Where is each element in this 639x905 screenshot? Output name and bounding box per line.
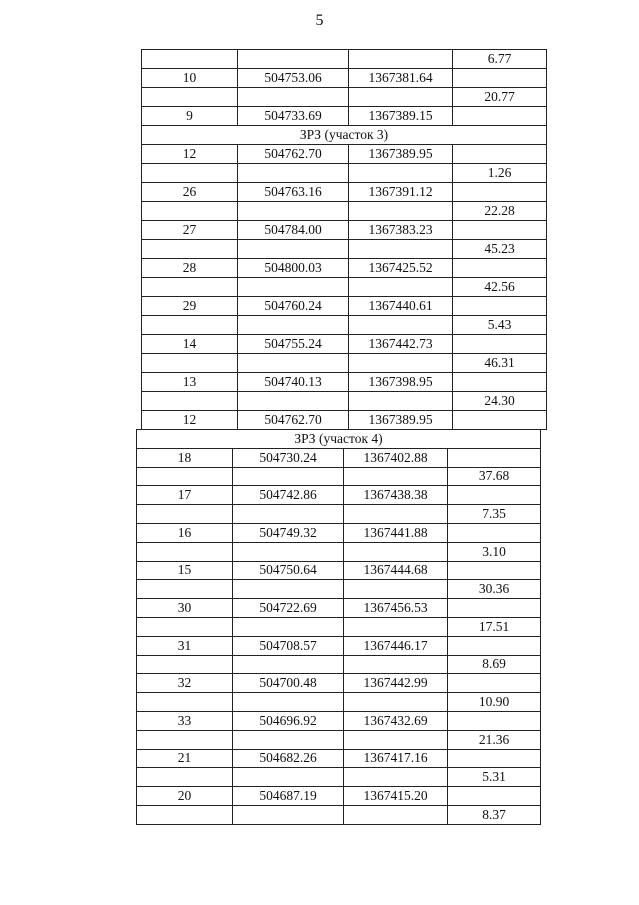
y-coordinate-cell [344, 693, 448, 712]
segment-length-cell [448, 561, 541, 580]
point-number-cell [137, 467, 233, 486]
y-coordinate-cell [344, 580, 448, 599]
segment-row [137, 730, 541, 749]
y-coordinate-cell: 1367444.68 [344, 561, 448, 580]
y-coordinate-cell: 1367417.16 [344, 749, 448, 768]
x-coordinate-cell [238, 316, 349, 335]
point-number-cell [142, 392, 238, 411]
y-coordinate-cell: 1367446.17 [344, 636, 448, 655]
section-title: ЗРЗ (участок 3) [142, 126, 547, 145]
point-number-cell [142, 164, 238, 183]
segment-length-cell [448, 749, 541, 768]
point-number-cell: 16 [137, 523, 233, 542]
segment-row [137, 580, 541, 599]
segment-row [142, 202, 547, 221]
segment-row [137, 467, 541, 486]
point-number-cell: 33 [137, 711, 233, 730]
segment-length-cell [453, 373, 547, 392]
x-coordinate-cell: 504742.86 [233, 486, 344, 505]
x-coordinate-cell [233, 730, 344, 749]
point-number-cell [142, 354, 238, 373]
segment-row [137, 617, 541, 636]
x-coordinate-cell: 504700.48 [233, 674, 344, 693]
point-row [137, 486, 541, 505]
point-number-cell [142, 316, 238, 335]
y-coordinate-cell: 1367389.95 [349, 145, 453, 164]
x-coordinate-cell [238, 240, 349, 259]
segment-row [142, 392, 547, 411]
x-coordinate-cell: 504760.24 [238, 297, 349, 316]
segment-length-cell: 1.26 [453, 164, 547, 183]
segment-row [142, 278, 547, 297]
y-coordinate-cell: 1367415.20 [344, 787, 448, 806]
point-number-cell [137, 580, 233, 599]
x-coordinate-cell [238, 278, 349, 297]
segment-length-cell: 30.36 [448, 580, 541, 599]
point-row [137, 749, 541, 768]
point-number-cell: 29 [142, 297, 238, 316]
x-coordinate-cell [233, 617, 344, 636]
point-number-cell [137, 542, 233, 561]
point-number-cell: 13 [142, 373, 238, 392]
point-number-cell [137, 693, 233, 712]
point-number-cell [137, 768, 233, 787]
segment-length-cell [453, 411, 547, 430]
y-coordinate-cell: 1367389.15 [349, 107, 453, 126]
y-coordinate-cell: 1367438.38 [344, 486, 448, 505]
segment-length-cell: 42.56 [453, 278, 547, 297]
y-coordinate-cell: 1367456.53 [344, 599, 448, 618]
segment-length-cell: 8.37 [448, 805, 541, 824]
segment-length-cell: 24.30 [453, 392, 547, 411]
point-number-cell [142, 50, 238, 69]
x-coordinate-cell: 504749.32 [233, 523, 344, 542]
segment-length-cell [448, 448, 541, 467]
segment-row [137, 655, 541, 674]
x-coordinate-cell [238, 88, 349, 107]
segment-length-cell [453, 221, 547, 240]
x-coordinate-cell [233, 693, 344, 712]
point-number-cell: 10 [142, 69, 238, 88]
section-header-row [137, 430, 541, 449]
segment-row [137, 505, 541, 524]
point-number-cell: 20 [137, 787, 233, 806]
segment-length-cell: 10.90 [448, 693, 541, 712]
point-number-cell: 31 [137, 636, 233, 655]
y-coordinate-cell: 1367441.88 [344, 523, 448, 542]
segment-row [137, 805, 541, 824]
x-coordinate-cell [238, 392, 349, 411]
y-coordinate-cell [344, 805, 448, 824]
y-coordinate-cell: 1367442.73 [349, 335, 453, 354]
coordinates-table-upper [141, 49, 547, 430]
x-coordinate-cell: 504687.19 [233, 787, 344, 806]
x-coordinate-cell: 504762.70 [238, 145, 349, 164]
point-row [142, 145, 547, 164]
y-coordinate-cell [344, 505, 448, 524]
y-coordinate-cell [349, 164, 453, 183]
segment-length-cell: 6.77 [453, 50, 547, 69]
segment-length-cell: 46.31 [453, 354, 547, 373]
y-coordinate-cell [344, 617, 448, 636]
point-row [142, 69, 547, 88]
y-coordinate-cell: 1367383.23 [349, 221, 453, 240]
x-coordinate-cell: 504733.69 [238, 107, 349, 126]
y-coordinate-cell [344, 542, 448, 561]
segment-length-cell [453, 69, 547, 88]
point-row [137, 599, 541, 618]
point-row [137, 674, 541, 693]
y-coordinate-cell: 1367389.95 [349, 411, 453, 430]
y-coordinate-cell [344, 730, 448, 749]
point-row [142, 373, 547, 392]
y-coordinate-cell [349, 354, 453, 373]
segment-length-cell [448, 599, 541, 618]
x-coordinate-cell: 504730.24 [233, 448, 344, 467]
point-row [137, 523, 541, 542]
segment-length-cell [448, 787, 541, 806]
y-coordinate-cell: 1367440.61 [349, 297, 453, 316]
point-number-cell: 30 [137, 599, 233, 618]
x-coordinate-cell [233, 580, 344, 599]
point-row [142, 183, 547, 202]
y-coordinate-cell [349, 316, 453, 335]
y-coordinate-cell [349, 240, 453, 259]
point-row [137, 636, 541, 655]
segment-length-cell: 8.69 [448, 655, 541, 674]
x-coordinate-cell: 504708.57 [233, 636, 344, 655]
x-coordinate-cell [233, 467, 344, 486]
y-coordinate-cell: 1367391.12 [349, 183, 453, 202]
segment-row [142, 354, 547, 373]
point-number-cell [142, 202, 238, 221]
segment-row [142, 164, 547, 183]
coordinates-table-lower [136, 429, 541, 825]
y-coordinate-cell: 1367442.99 [344, 674, 448, 693]
point-number-cell: 12 [142, 411, 238, 430]
x-coordinate-cell: 504755.24 [238, 335, 349, 354]
y-coordinate-cell: 1367425.52 [349, 259, 453, 278]
y-coordinate-cell [349, 88, 453, 107]
x-coordinate-cell [238, 164, 349, 183]
x-coordinate-cell [233, 505, 344, 524]
segment-length-cell: 20.77 [453, 88, 547, 107]
segment-length-cell: 17.51 [448, 617, 541, 636]
x-coordinate-cell: 504800.03 [238, 259, 349, 278]
point-number-cell: 17 [137, 486, 233, 505]
segment-row [142, 88, 547, 107]
segment-length-cell: 21.36 [448, 730, 541, 749]
y-coordinate-cell: 1367432.69 [344, 711, 448, 730]
point-number-cell: 28 [142, 259, 238, 278]
x-coordinate-cell [233, 805, 344, 824]
x-coordinate-cell: 504750.64 [233, 561, 344, 580]
point-row [142, 107, 547, 126]
y-coordinate-cell [344, 768, 448, 787]
segment-length-cell [453, 297, 547, 316]
y-coordinate-cell [344, 655, 448, 674]
y-coordinate-cell: 1367381.64 [349, 69, 453, 88]
y-coordinate-cell [349, 392, 453, 411]
point-row [142, 411, 547, 430]
x-coordinate-cell [233, 768, 344, 787]
x-coordinate-cell [233, 655, 344, 674]
segment-length-cell: 7.35 [448, 505, 541, 524]
x-coordinate-cell: 504763.16 [238, 183, 349, 202]
y-coordinate-cell: 1367398.95 [349, 373, 453, 392]
segment-row [142, 240, 547, 259]
y-coordinate-cell [349, 50, 453, 69]
segment-length-cell [453, 145, 547, 164]
page-number: 5 [315, 12, 324, 29]
point-number-cell [137, 505, 233, 524]
segment-length-cell [448, 523, 541, 542]
segment-length-cell [453, 335, 547, 354]
point-row [142, 259, 547, 278]
point-number-cell [142, 88, 238, 107]
point-number-cell [137, 805, 233, 824]
point-row [137, 711, 541, 730]
y-coordinate-cell [344, 467, 448, 486]
segment-row [137, 542, 541, 561]
segment-length-cell [448, 674, 541, 693]
segment-length-cell [448, 486, 541, 505]
segment-length-cell [448, 711, 541, 730]
x-coordinate-cell: 504753.06 [238, 69, 349, 88]
x-coordinate-cell: 504762.70 [238, 411, 349, 430]
segment-length-cell: 45.23 [453, 240, 547, 259]
y-coordinate-cell: 1367402.88 [344, 448, 448, 467]
point-number-cell: 27 [142, 221, 238, 240]
section-title: ЗРЗ (участок 4) [137, 430, 541, 449]
x-coordinate-cell: 504740.13 [238, 373, 349, 392]
y-coordinate-cell [349, 202, 453, 221]
x-coordinate-cell [238, 202, 349, 221]
segment-row [142, 50, 547, 69]
segment-length-cell: 22.28 [453, 202, 547, 221]
segment-length-cell [448, 636, 541, 655]
x-coordinate-cell [238, 354, 349, 373]
point-row [137, 787, 541, 806]
segment-length-cell: 3.10 [448, 542, 541, 561]
segment-row [137, 768, 541, 787]
x-coordinate-cell: 504784.00 [238, 221, 349, 240]
point-row [142, 221, 547, 240]
segment-row [137, 693, 541, 712]
point-row [142, 297, 547, 316]
point-row [137, 561, 541, 580]
segment-row [142, 316, 547, 335]
section-header-row [142, 126, 547, 145]
point-number-cell [137, 617, 233, 636]
point-number-cell [142, 278, 238, 297]
table-body [142, 50, 547, 430]
point-number-cell: 32 [137, 674, 233, 693]
x-coordinate-cell: 504722.69 [233, 599, 344, 618]
x-coordinate-cell [233, 542, 344, 561]
point-number-cell: 15 [137, 561, 233, 580]
y-coordinate-cell [349, 278, 453, 297]
segment-length-cell: 5.31 [448, 768, 541, 787]
segment-length-cell: 5.43 [453, 316, 547, 335]
segment-length-cell [453, 259, 547, 278]
point-number-cell [137, 655, 233, 674]
table-body [137, 430, 541, 825]
point-number-cell: 14 [142, 335, 238, 354]
point-number-cell [142, 240, 238, 259]
point-row [142, 335, 547, 354]
segment-length-cell [453, 183, 547, 202]
point-number-cell: 9 [142, 107, 238, 126]
segment-length-cell [453, 107, 547, 126]
x-coordinate-cell: 504682.26 [233, 749, 344, 768]
point-number-cell: 26 [142, 183, 238, 202]
segment-length-cell: 37.68 [448, 467, 541, 486]
x-coordinate-cell: 504696.92 [233, 711, 344, 730]
point-number-cell: 12 [142, 145, 238, 164]
x-coordinate-cell [238, 50, 349, 69]
point-number-cell [137, 730, 233, 749]
point-number-cell: 21 [137, 749, 233, 768]
point-number-cell: 18 [137, 448, 233, 467]
point-row [137, 448, 541, 467]
